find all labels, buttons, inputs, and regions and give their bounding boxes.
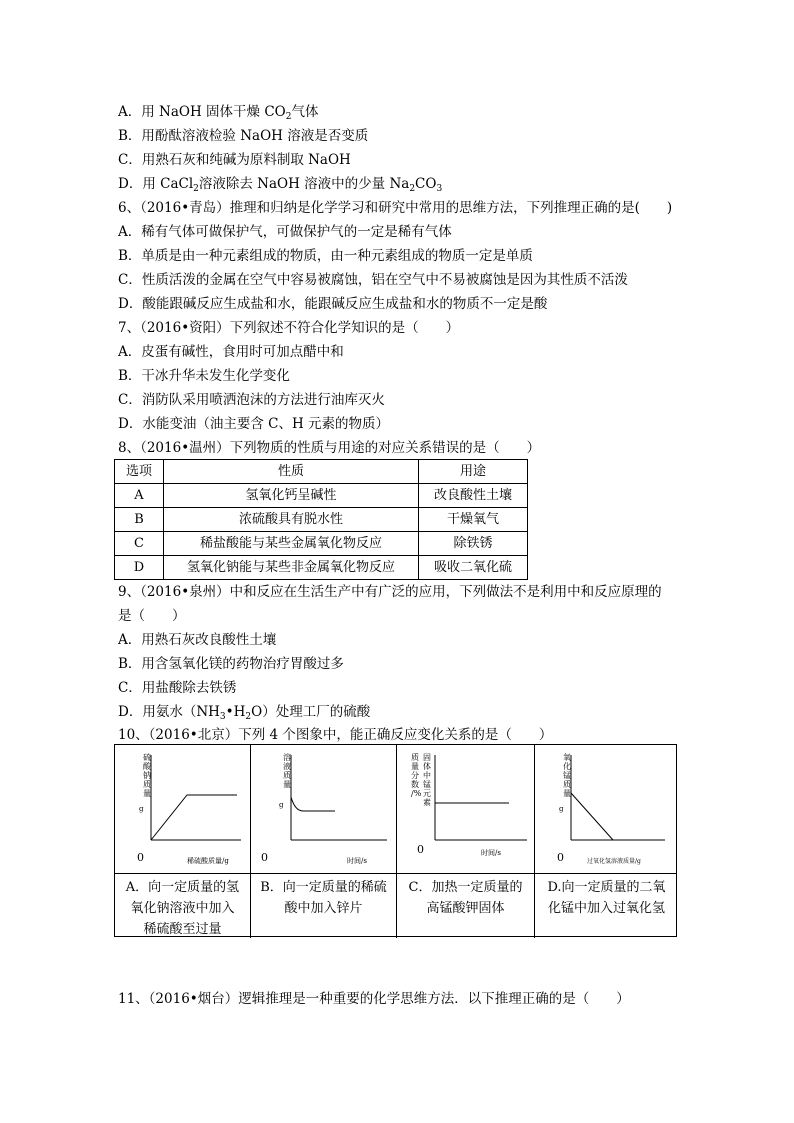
x-label: 稀硫酸质量/g (187, 857, 229, 865)
y-unit: g (279, 801, 284, 809)
q6-option-c: C．性质活泼的金属在空气中容易被腐蚀，铝在空气中不易被腐蚀是因为其性质不活泼 (118, 272, 628, 288)
graph-a (115, 745, 251, 873)
table-header-cell: 选项 (115, 460, 164, 484)
graph-a-curve (151, 795, 237, 840)
q5-option-c: C．用熟石灰和纯碱为原料制取 NaOH (118, 152, 351, 168)
table-cell: 氢氧化钠能与某些非金属氧化物反应 (164, 556, 419, 580)
q6-option-d: D．酸能跟碱反应生成盐和水，能跟碱反应生成盐和水的物质不一定是酸 (118, 296, 548, 312)
table-cell: 浓硫酸具有脱水性 (164, 508, 419, 532)
table-cell: 稀盐酸能与某些金属氧化物反应 (164, 532, 419, 556)
y-unit: g (139, 805, 144, 813)
table-header-row (115, 460, 528, 484)
q7-option-d: D．水能变油（油主要含 C、H 元素的物质） (118, 416, 390, 432)
table-cell: 改良酸性土壤 (419, 484, 528, 508)
q9-stem-cont: 是（ ） (118, 608, 186, 624)
q9-option-a: A．用熟石灰改良酸性土壤 (118, 632, 277, 648)
y-label: 氧化锰质量 (563, 753, 571, 798)
caption-row (115, 873, 676, 937)
q9-option-b: B．用含氢氧化镁的药物治疗胃酸过多 (118, 656, 344, 672)
q9-stem: 9、（2016•泉州）中和反应在生活生产中有广泛的应用，下列做法不是利用中和反应原理的 (118, 584, 662, 600)
x-label: 时间/s (481, 849, 501, 857)
q10-graph-table (114, 744, 677, 937)
x-label: 时间/s (347, 857, 367, 865)
graph-b (251, 745, 397, 873)
graph-b-curve (291, 797, 335, 811)
table-cell: C (115, 532, 164, 556)
q11-stem: 11、（2016•烟台）逻辑推理是一种重要的化学思维方法．以下推理正确的是（ ） (118, 991, 630, 1007)
q6-option-b: B．单质是由一种元素组成的物质，由一种元素组成的物质一定是单质 (118, 248, 533, 264)
q5-option-d: D．用 CaCl$_2$溶液除去 NaOH 溶液中的少量 $Na_2CO_3$ (118, 176, 443, 194)
table-cell: 干燥氧气 (419, 508, 528, 532)
q9-option-d: D．用氨水$(NH_3•H_2O)$处理工厂的硫酸 (118, 704, 371, 722)
table-row (115, 484, 528, 508)
y-label: 质量分数/% (411, 753, 422, 798)
origin-label: 0 (261, 851, 268, 864)
table-cell: B (115, 508, 164, 532)
table-header-cell: 用途 (419, 460, 528, 484)
caption-b: B．向一定质量的稀硫 酸中加入锌片 (251, 874, 397, 938)
table-cell: 吸收二氧化硫 (419, 556, 528, 580)
origin-label: 0 (417, 843, 424, 856)
graph-d (535, 745, 678, 873)
q6-option-a: A．稀有气体可做保护气，可做保护气的一定是稀有气体 (118, 224, 452, 240)
table-cell: 氢氧化钙呈碱性 (164, 484, 419, 508)
graph-c-svg (397, 745, 535, 873)
table-cell: 除铁锈 (419, 532, 528, 556)
graph-a-svg (115, 745, 251, 873)
caption-c: C．加热一定质量的 高锰酸钾固体 (397, 874, 535, 938)
origin-label: 0 (557, 851, 564, 864)
q7-option-b: B．干冰升华未发生化学变化 (118, 368, 290, 384)
q7-option-a: A．皮蛋有碱性，食用时可加点醋中和 (118, 344, 344, 360)
q7-stem: 7、（2016•资阳）下列叙述不符合化学知识的是（ ） (118, 320, 460, 336)
caption-d: D.向一定质量的二氧 化锰中加入过氧化氢 (547, 880, 666, 916)
x-label: 过氧化氢溶液质量/g (587, 858, 641, 865)
table-cell: A (115, 484, 164, 508)
y-label: 溶液质量 (283, 753, 291, 789)
q7-option-c: C．消防队采用喷洒泡沫的方法进行油库灭火 (118, 392, 385, 408)
q5-option-a: A．用 NaOH 固体干燥 $CO_2$气体 (118, 104, 319, 122)
origin-label: 0 (137, 851, 144, 864)
caption-a: A．向一定质量的氢 氧化钠溶液中加入 稀硫酸至过量 (115, 874, 251, 938)
table-header-cell: 性质 (164, 460, 419, 484)
q5-option-b: B．用酚酞溶液检验 NaOH 溶液是否变质 (118, 128, 369, 144)
y-label-2: 固体中锰元素 (423, 753, 431, 807)
q10-stem: 10、（2016•北京）下列 4 个图象中，能正确反应变化关系的是（ ） (118, 727, 553, 743)
table-row (115, 508, 528, 532)
graph-d-curve (571, 793, 613, 840)
q9-option-c: C．用盐酸除去铁锈 (118, 680, 237, 696)
q8-table (114, 459, 528, 580)
graph-b-svg (251, 745, 397, 873)
q8-stem: 8、（2016•温州）下列物质的性质与用途的对应关系错误的是（ ） (118, 440, 541, 456)
graph-c (397, 745, 535, 873)
y-label: 硫酸钠质量 (143, 753, 151, 798)
table-row (115, 556, 528, 580)
graph-d-svg (535, 745, 678, 873)
table-row (115, 532, 528, 556)
table-cell: D (115, 556, 164, 580)
y-unit: g (559, 805, 564, 813)
q6-stem: 6、（2016•青岛）推理和归纳是化学学习和研究中常用的思维方法，下列推理正确的是( ) (118, 200, 673, 216)
